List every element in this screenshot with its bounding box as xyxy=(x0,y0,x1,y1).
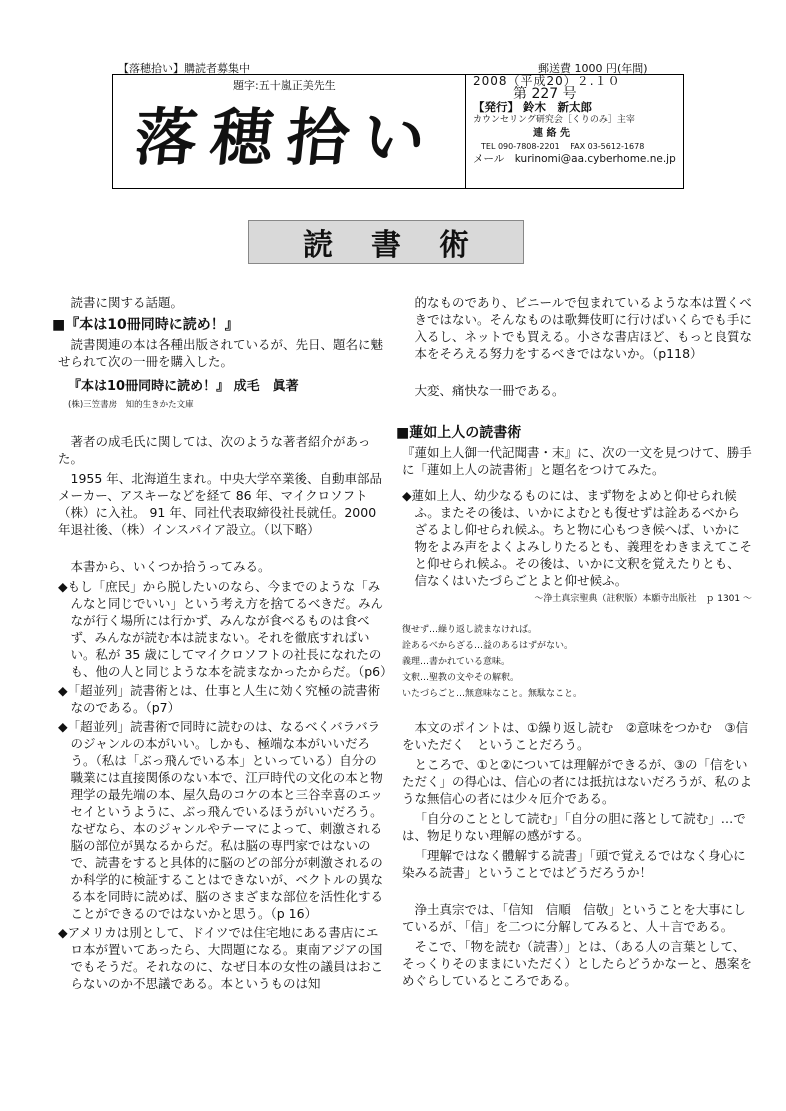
phone-fax: TEL 090-7808-2201 FAX 03-5612-1678 xyxy=(481,142,645,151)
quote-bullet: ◆「超並列」読書術で同時に読むのは、なるべくバラバラのジャンルの本がいい。しかも、極端な本がいいだろう。（私は「ぶっ飛んでいる本」といっている）自分の職業には直接関係のない本で、江戸時代の文化の本と物理学の最先端の本、屋久島のコケの本と三谷幸喜のエッセイというように、ぶっ飛んでいるほうがいいだろう。なぜなら、本のジャンルやテーマによって、刺激される脳の部位が異なるからだ。私は脳の専門家ではないので、読書をすると具体的に脳のどの部分が刺激されるのか科学的に検証することはできないが、ベクトルの異なる本を同時に読めば、脳のさまざまな部位を活性化することができるのではないかと思う。（p 16） xyxy=(58,719,384,921)
issue-date: 2008（平成20）２.１０ xyxy=(473,74,621,88)
gloss-item: いたづらごと…無意味なこと。無駄なこと。 xyxy=(402,689,583,699)
organization: カウンセリング研究会［くりのみ］主宰 xyxy=(473,115,635,125)
section-heading-1: ■『本は10冊同時に読め！』 xyxy=(52,317,239,333)
masthead xyxy=(112,74,684,189)
gloss-item: 義理…書かれている意味。 xyxy=(402,657,511,667)
issue-info xyxy=(473,75,677,166)
quote-bullet: ◆もし「庶民」から脱したいのなら、今までのような「みんなと同じでいい」という考え方を捨てるべきだ。みんなが行く場所には行かず、みんなが食べるものは食べず、みんなが読む本は読まない。それを徹底すればいい。私が 35 歳にしてマイクロソフトの社長になれたのも、他の人と同じような本を読まなかったからだ。（p6） xyxy=(58,579,393,679)
intro-text: 読書に関する話題。 xyxy=(70,295,184,310)
book-publisher: (株)三笠書房 知的生きかた文庫 xyxy=(68,400,194,410)
right-column xyxy=(396,294,753,992)
calligraphy-credit: 題字:五十嵐正美先生 xyxy=(233,79,336,92)
gloss-item: 文釈…聖教の文やその解釈。 xyxy=(402,673,520,683)
paragraph: 的なものであり、ビニールで包まれているような本は置くべきではない。そんなものは歌舞伎町に行けばいくらでも手に入るし、ネットでも買える。小さな書店ほど、もっと良質な本をそろえる努力をするべきではないか。（p118） xyxy=(414,295,753,361)
paragraph: ところで、①と②については理解ができるが、③の「信をいただく」の得心は、信心の者には抵抗はないだろうが、私のような無信心の者には少々厄介である。 xyxy=(402,757,753,806)
paragraph: 「自分のこととして読む」「自分の胆に落として読む」…では、物足りない理解の感がする。 xyxy=(402,811,746,843)
paragraph: 読書関連の本は各種出版されているが、先日、題名に魅せられて次の一冊を購入した。 xyxy=(58,337,384,369)
left-column xyxy=(52,294,393,994)
paragraph: 著者の成毛氏に関しては、次のような著者紹介があった。 xyxy=(58,434,371,466)
quote-bullet: ◆アメリカは別として、ドイツでは住宅地にある書店にエロ本が置いてあったら、大問題になる。東南アジアの国でもそうだ。それなのに、なぜ日本の女性の議員はおこらないのか不思議である。本というものは知 xyxy=(58,925,384,991)
page-title: 読書術 xyxy=(303,228,507,263)
gloss-item: 詮あるべからざる…益のあるはずがない。 xyxy=(402,641,574,651)
quote-bullet: ◆「超並列」読書術とは、仕事と人生に効く究極の読書術なのである。（p7） xyxy=(58,683,381,715)
quote-bullet: ◆蓮如上人、幼少なるものには、まず物をよめと仰せられ候ふ。またその後は、いかによむとも復せずは詮あるべからざるよし仰せられ候ふ。ちと物に心もつき候へば、いかに物をよみ声をよくよみしりたるとも、義理をわきまえてこそと仰せられ候ふ。その後は、いかに文釈を覚えたりとも、信なくはいたづらごとよと仰せ候ふ。 xyxy=(402,488,753,588)
masthead-divider xyxy=(465,75,466,188)
section-heading-2: ■蓮如上人の読書術 xyxy=(396,425,522,441)
postage-fee: 郵送費 1000 円(年間) xyxy=(538,62,648,75)
subscription-notice: 【落穂拾い】購読者募集中 xyxy=(118,62,250,75)
paragraph: 大変、痛快な一冊である。 xyxy=(414,383,565,398)
book-title: 『本は10冊同時に読め！』 成毛 眞著 xyxy=(68,379,299,394)
paragraph: 本書から、いくつか拾うってみる。 xyxy=(70,559,271,574)
gloss-item: 復せず…繰り返し読まなければ。 xyxy=(402,625,538,635)
author-bio: 1955 年、北海道生まれ。中央大学卒業後、自動車部品メーカー、アスキーなどを経て 86 年、マイクロソフト（株）に入社。 91 年、同社代表取締役社長就任。2000 年退社後、（株）インスパイア設立。（以下略） xyxy=(58,471,383,537)
paragraph: 浄土真宗では、「信知 信順 信敬」ということを大事にしているが、「信」を二つに分解してみると、人＋言である。 xyxy=(402,902,746,934)
issue-number: 第 227 号 xyxy=(513,86,577,102)
paragraph: そこで、「物を読む（読書）」とは、（ある人の言葉として、そっくりそのままにいただく）としたらどうかなーと、愚案をめぐらしているところである。 xyxy=(402,939,753,988)
newsletter-logo: 落穂拾い xyxy=(131,101,443,174)
paragraph: 「理解ではなく體解する読書」「頭で覚えるではなく身心に染みる読書」ということではどうだろうか！ xyxy=(402,848,746,880)
publisher: 【発行】 鈴木 新太郎 xyxy=(473,100,593,114)
contact-label: 連 絡 先 xyxy=(533,128,570,139)
title-banner xyxy=(248,220,524,264)
paragraph: 本文のポイントは、①繰り返し読む ②意味をつかむ ③信をいただく ということだろう。 xyxy=(402,720,749,752)
quote-source: ～浄土真宗聖典（註釈版）本願寺出版社 ｐ 1301 ～ xyxy=(534,594,752,604)
email: メール kurinomi@aa.cyberhome.ne.jp xyxy=(473,153,676,165)
paragraph: 『蓮如上人御一代記聞書・末』に、次の一文を見つけて、勝手に「蓮如上人の読書術」と題名をつけてみた。 xyxy=(402,445,752,477)
